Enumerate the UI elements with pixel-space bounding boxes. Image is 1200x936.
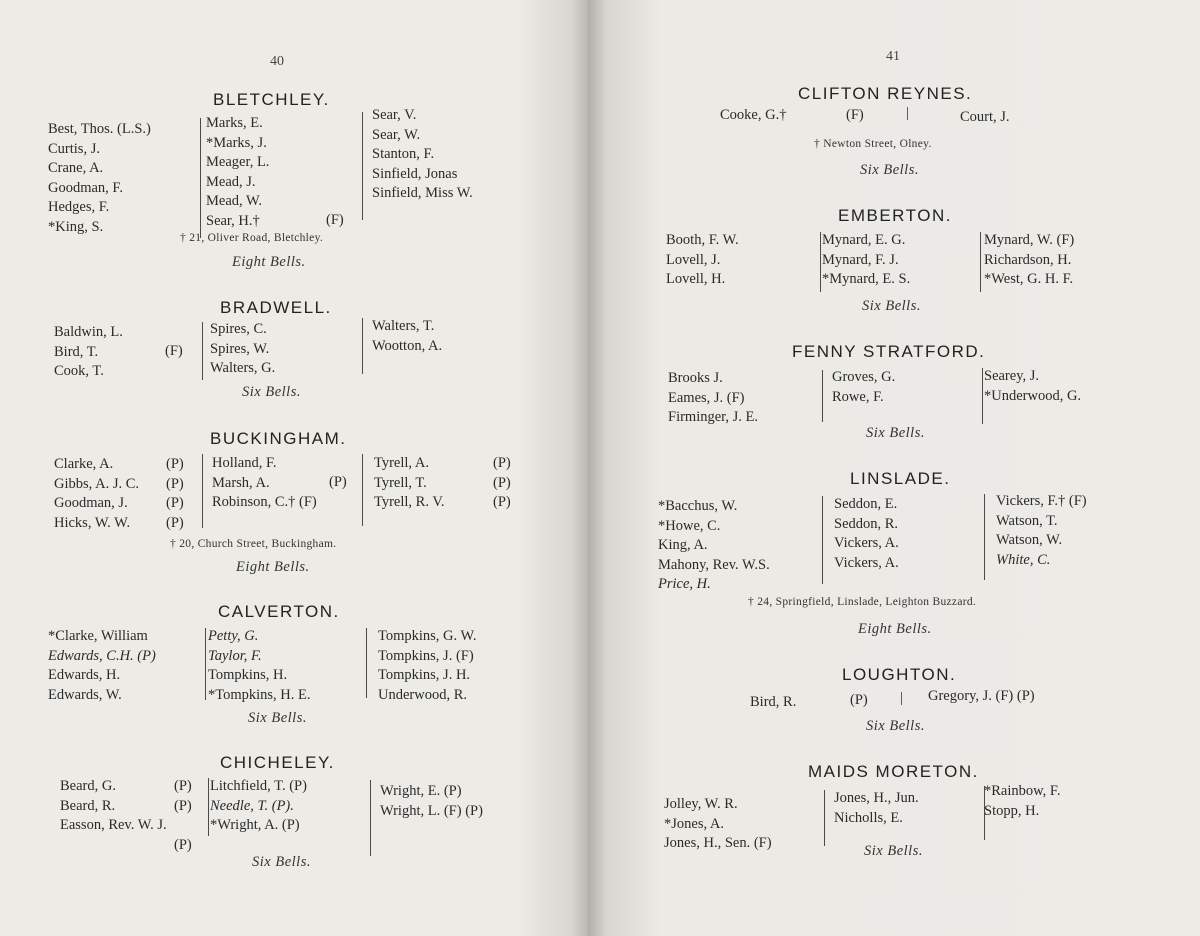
list-item: Beard, R. [60, 797, 116, 814]
ringer-tag: (F) [326, 212, 344, 228]
list-item: Hicks, W. W. [54, 514, 131, 531]
list-item: Tyrell, R. V. [374, 494, 445, 510]
section-heading-buckingham: BUCKINGHAM. [210, 429, 347, 448]
column-divider [824, 790, 825, 846]
bells-count: Six Bells. [866, 425, 925, 441]
list-item: Wright, E. (P) [380, 783, 462, 799]
list-item: Mead, W. [206, 193, 262, 209]
list-item: Mynard, F. J. [822, 251, 899, 268]
list-item: Watson, T. [996, 512, 1058, 529]
list-item: Gregory, J. (F) (P) [928, 688, 1035, 704]
linslade-col3 [996, 492, 1087, 570]
list-item: Eames, J. (F) [668, 389, 745, 406]
ringer-tag: (P) [493, 494, 511, 510]
column-divider: | [906, 105, 909, 121]
list-item: Cook, T. [54, 363, 104, 379]
list-item: Searey, J. [984, 368, 1040, 384]
bells-count: Six Bells. [252, 854, 311, 870]
list-item: Bird, T. [54, 343, 99, 360]
list-item: Vickers, A. [834, 535, 899, 551]
list-item: Petty, G. [208, 628, 259, 644]
column-divider [822, 496, 823, 584]
section-heading-loughton: LOUGHTON. [842, 665, 957, 684]
ringer-tag: (P) [850, 692, 868, 708]
list-item: *Bacchus, W. [658, 498, 738, 514]
list-item: Stanton, F. [372, 146, 435, 162]
column-divider [202, 322, 203, 380]
list-item: Tyrell, A. [374, 455, 429, 471]
ringer-tag: (P) [166, 514, 184, 531]
section-heading-bletchley: BLETCHLEY. [213, 90, 330, 109]
calverton-col3 [378, 627, 476, 705]
ringer-tag: (P) [174, 797, 192, 814]
list-item: Court, J. [960, 109, 1010, 125]
chicheley-col3 [380, 782, 483, 821]
section-heading-maids-moreton: MAIDS MORETON. [808, 762, 979, 781]
list-item: Seddon, E. [834, 496, 898, 512]
list-item: Tompkins, J. (F) [378, 647, 474, 664]
bells-count: Eight Bells. [232, 254, 306, 270]
emberton-col2 [822, 231, 910, 290]
column-divider [980, 232, 981, 292]
left-page [0, 0, 588, 936]
list-item: *West, G. H. F. [984, 271, 1074, 287]
list-item: Robinson, C.† (F) [212, 494, 317, 510]
tower-address-note: † 21, Oliver Road, Bletchley. [180, 232, 324, 244]
list-item: *Tompkins, H. E. [208, 686, 311, 703]
list-item: Mahony, Rev. W.S. [658, 556, 770, 573]
list-item: Litchfield, T. (P) [210, 778, 307, 794]
list-item: Edwards, C.H. (P) [48, 647, 156, 664]
calverton-col1 [48, 627, 156, 705]
list-item: Wootton, A. [372, 337, 443, 354]
list-item: Sear, H.† [206, 212, 260, 229]
list-item: Tyrell, T. [374, 474, 427, 491]
column-divider [362, 112, 363, 220]
list-item: *Clarke, William [48, 628, 148, 644]
list-item: *Howe, C. [658, 517, 721, 534]
bletchley-col3 [372, 106, 473, 204]
ringer-tag: (F) [165, 343, 183, 359]
list-item: *Wright, A. (P) [210, 817, 300, 833]
column-divider [362, 454, 363, 526]
ringer-tag: (P) [493, 455, 511, 471]
maids-col1 [664, 795, 772, 854]
list-item: *Mynard, E. S. [822, 271, 911, 287]
list-item: Marsh, A. [212, 474, 270, 491]
bradwell-col3 [372, 317, 442, 356]
list-item: Rowe, F. [832, 388, 884, 405]
column-divider [820, 232, 821, 292]
fenny-col3 [984, 367, 1081, 406]
maids-col2 [834, 789, 919, 828]
section-heading-chicheley: CHICHELEY. [220, 753, 335, 772]
list-item: Beard, G. [60, 778, 116, 794]
bells-count: Six Bells. [248, 710, 307, 726]
section-heading-clifton-reynes: CLIFTON REYNES. [798, 84, 973, 103]
list-item: Wright, L. (F) (P) [380, 802, 483, 819]
column-divider [362, 318, 363, 374]
buckingham-col2 [212, 454, 317, 513]
list-item: *Rainbow, F. [984, 783, 1061, 799]
page-number: 41 [886, 49, 900, 64]
list-item: Curtis, J. [48, 140, 100, 157]
bells-count: Six Bells. [866, 718, 925, 734]
list-item: Bird, R. [750, 694, 797, 710]
list-item: Meager, L. [206, 154, 270, 170]
list-item: Lovell, H. [666, 271, 726, 287]
list-item: Price, H. [658, 576, 711, 592]
bells-count: Eight Bells. [858, 621, 932, 637]
chicheley-col1 [60, 777, 167, 836]
ringer-tag: (P) [174, 836, 192, 853]
list-item: Firminger, J. E. [668, 409, 759, 425]
list-item: Holland, F. [212, 455, 277, 471]
section-heading-calverton: CALVERTON. [218, 602, 340, 621]
tower-address-note: † 24, Springfield, Linslade, Leighton Buzzard. [748, 596, 977, 608]
list-item: Brooks J. [668, 370, 723, 386]
fenny-col1 [668, 369, 758, 428]
list-item: Marks, E. [206, 115, 263, 131]
list-item: Goodman, J. [54, 495, 128, 511]
chicheley-col1-tags [174, 777, 192, 855]
list-item: Tompkins, J. H. [378, 667, 471, 683]
column-divider: | [900, 690, 903, 706]
list-item: *Marks, J. [206, 134, 267, 151]
maids-col3 [984, 782, 1060, 821]
section-heading-linslade: LINSLADE. [850, 469, 951, 488]
section-heading-fenny-stratford: FENNY STRATFORD. [792, 342, 986, 361]
list-item: Sinfield, Jonas [372, 165, 458, 182]
ringer-tag: (P) [493, 474, 511, 491]
list-item: Jones, H., Sen. (F) [664, 835, 772, 851]
list-item: Crane, A. [48, 160, 104, 176]
list-item: Edwards, W. [48, 686, 122, 703]
ringer-tag: (P) [166, 495, 184, 511]
list-item: Gibbs, A. J. C. [54, 475, 140, 492]
list-item: Nicholls, E. [834, 809, 903, 826]
bradwell-col2 [210, 320, 275, 379]
tower-address-note: † 20, Church Street, Buckingham. [170, 538, 337, 550]
list-item: Mead, J. [206, 173, 256, 190]
list-item: Sinfield, Miss W. [372, 185, 473, 201]
list-item: Underwood, R. [378, 686, 468, 703]
list-item: *King, S. [48, 218, 104, 235]
list-item: Walters, T. [372, 318, 435, 334]
page-number: 40 [270, 54, 284, 69]
ringer-tag: (P) [329, 474, 347, 490]
column-divider [822, 370, 823, 422]
bletchley-col1 [48, 120, 151, 237]
list-item: Booth, F. W. [666, 232, 739, 248]
list-item: White, C. [996, 551, 1051, 568]
bradwell-col1 [54, 323, 123, 382]
list-item: Vickers, A. [834, 554, 899, 571]
list-item: Mynard, W. (F) [984, 232, 1075, 248]
bletchley-col2 [206, 114, 269, 231]
list-item: Tompkins, G. W. [378, 628, 477, 644]
list-item: Lovell, J. [666, 251, 721, 268]
linslade-col2 [834, 495, 899, 573]
list-item: Walters, G. [210, 360, 276, 376]
column-divider [200, 118, 201, 238]
fenny-col2 [832, 368, 895, 407]
bells-count: Eight Bells. [236, 559, 310, 575]
list-item: *Underwood, G. [984, 387, 1082, 404]
list-item: Jones, H., Jun. [834, 790, 919, 806]
column-divider [208, 778, 209, 836]
ringer-tag: (P) [166, 475, 184, 492]
calverton-col2 [208, 627, 311, 705]
ringer-tag: (P) [174, 778, 192, 794]
section-heading-bradwell: BRADWELL. [220, 298, 332, 317]
list-item: Tompkins, H. [208, 667, 288, 683]
bells-count: Six Bells. [860, 162, 919, 178]
bells-count: Six Bells. [862, 298, 921, 314]
list-item: Sear, W. [372, 126, 421, 143]
list-item: Edwards, H. [48, 667, 121, 683]
tower-address-note: † Newton Street, Olney. [814, 138, 932, 150]
list-item: Spires, W. [210, 340, 270, 357]
list-item: Needle, T. (P). [210, 797, 294, 814]
list-item: Spires, C. [210, 321, 267, 337]
column-divider [370, 780, 371, 856]
list-item: Vickers, F.† (F) [996, 493, 1087, 509]
column-divider [366, 628, 367, 698]
list-item: Seddon, R. [834, 515, 899, 532]
list-item: Taylor, F. [208, 647, 262, 664]
list-item: Easson, Rev. W. J. [60, 817, 167, 833]
list-item: Hedges, F. [48, 199, 110, 215]
column-divider [984, 494, 985, 580]
list-item: Clarke, A. [54, 456, 114, 472]
section-heading-emberton: EMBERTON. [838, 206, 952, 225]
right-page [588, 0, 1200, 936]
list-item: Sear, V. [372, 107, 417, 123]
column-divider [205, 628, 206, 700]
list-item: Stopp, H. [984, 802, 1040, 819]
list-item: Best, Thos. (L.S.) [48, 121, 151, 137]
bells-count: Six Bells. [242, 384, 301, 400]
buckingham-col3-tags [493, 454, 511, 513]
linslade-col1 [658, 497, 770, 595]
list-item: Jolley, W. R. [664, 796, 738, 812]
list-item: King, A. [658, 537, 708, 553]
list-item: Watson, W. [996, 532, 1063, 548]
list-item: Baldwin, L. [54, 324, 123, 340]
list-item: Groves, G. [832, 369, 896, 385]
ringer-tag: (F) [846, 107, 864, 123]
emberton-col3 [984, 231, 1074, 290]
column-divider [982, 368, 983, 424]
buckingham-col3 [374, 454, 445, 513]
chicheley-col2 [210, 777, 307, 836]
list-item: Cooke, G.† [720, 107, 787, 123]
buckingham-col1-tags [166, 455, 184, 533]
buckingham-col1 [54, 455, 139, 533]
list-item: *Jones, A. [664, 815, 725, 832]
list-item: Goodman, F. [48, 179, 123, 196]
list-item: Richardson, H. [984, 251, 1072, 268]
column-divider [202, 454, 203, 528]
ringer-tag: (P) [166, 456, 184, 472]
emberton-col1 [666, 231, 739, 290]
bells-count: Six Bells. [864, 843, 923, 859]
list-item: Mynard, E. G. [822, 232, 906, 248]
